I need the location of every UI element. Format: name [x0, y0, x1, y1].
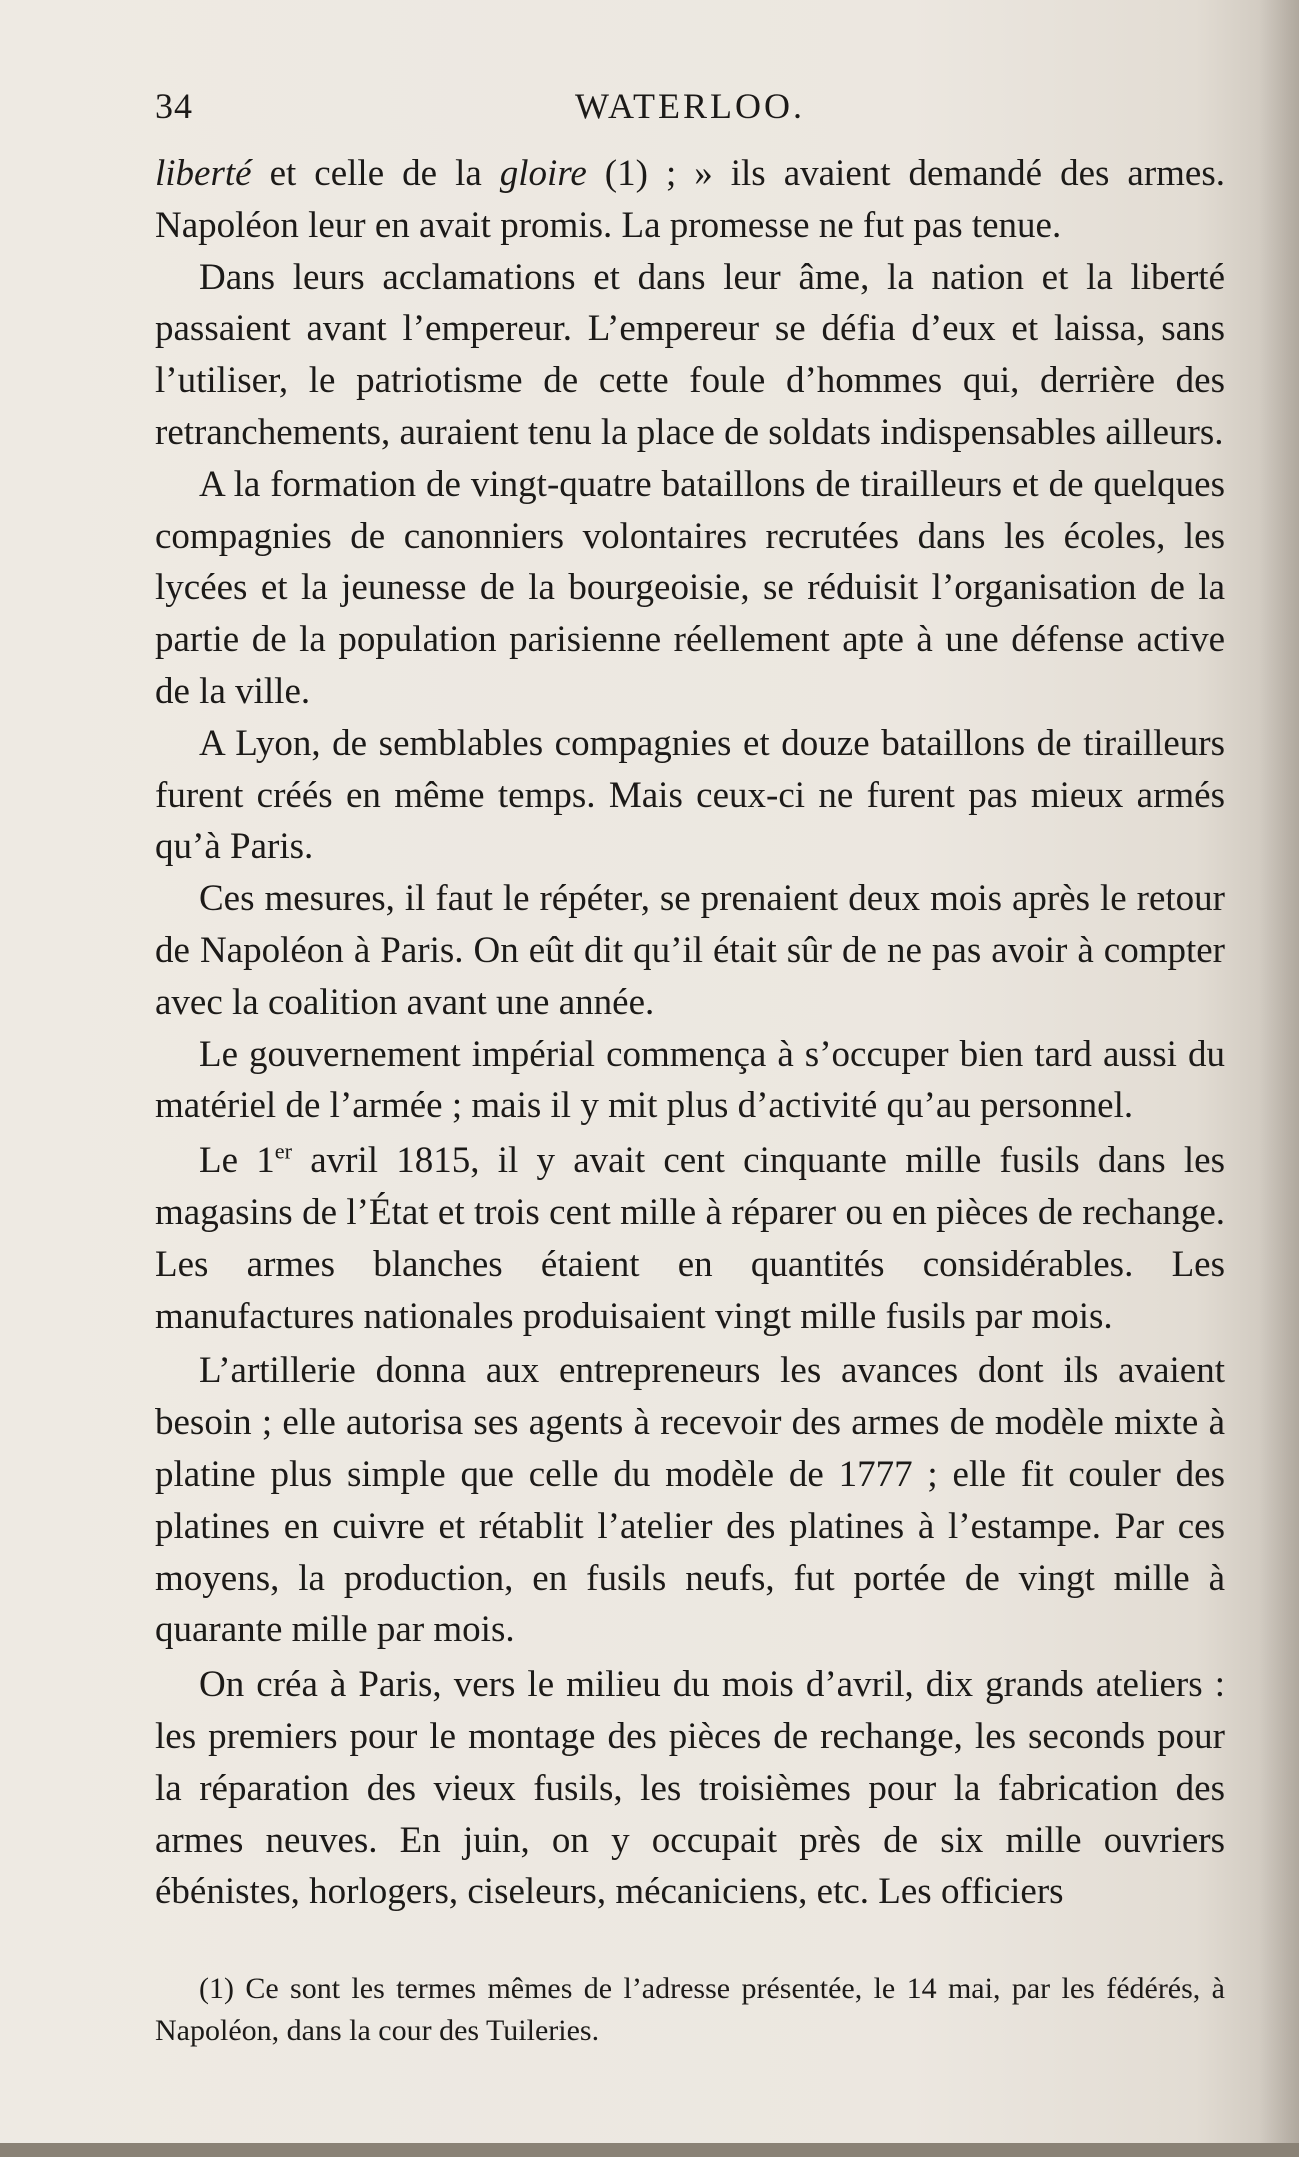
italic-gloire: gloire: [499, 153, 587, 194]
superscript-er: er: [274, 1138, 292, 1164]
page-header: [155, 85, 1225, 141]
italic-liberte: liberté: [155, 153, 252, 194]
footnote-text: (1) Ce sont les termes mêmes de l’adresse présentée, le 14 mai, par les fédérés, à Napoléon, dans la cour des Tuileries.: [155, 1972, 1225, 2047]
paragraph-2: Dans leurs acclamations et dans leur âme, la nation et la liberté passaient avant l’empereur. L’empereur se défia d’eux et laissa, sans l’utiliser, le patriotisme de cette foule d’hommes qui, derrière des retranchements, auraient tenu la place de soldats indispensables ailleurs.: [155, 256, 1225, 453]
paragraph-4: A Lyon, de semblables compagnies et douze bataillons de tirailleurs furent créés en même temps. Mais ceux-ci ne furent pas mieux armés qu’à Paris.: [155, 722, 1225, 868]
footnote: [155, 1968, 1225, 2052]
running-title: WATERLOO.: [575, 86, 805, 126]
paragraph-1: liberté et celle de la gloire (1) ; » ils avaient demandé des armes. Napoléon leur en avait promis. La promesse ne fut pas tenue.: [155, 153, 1226, 246]
paragraph-8: L’artillerie donna aux entrepreneurs les avances dont ils avaient besoin ; elle autorisa ses agents à recevoir des armes de modèle mixte à platine plus simple que celle du modèle de 1777 ; elle fit couler des platines en cuivre et rétablit l’atelier des platines à l’estampe. Par ces moyens, la production, en fusils neufs, fut portée de vingt mille à quarante mille par mois.: [155, 1350, 1225, 1651]
paragraph-9: On créa à Paris, vers le milieu du mois d’avril, dix grands ateliers : les premiers pour le montage des pièces de rechange, les seconds pour la réparation des vieux fusils, les troisièmes pour la fabrication des armes neuves. En juin, on y occupait près de six mille ouvriers ébénistes, horlogers, ciseleurs, mécaniciens, etc. Les officiers: [155, 1664, 1225, 1913]
page-edge-shadow: [1259, 0, 1299, 2157]
body-text: [155, 148, 1225, 1918]
page-number: 34: [155, 86, 193, 126]
page-bottom-edge: [0, 2143, 1299, 2157]
paragraph-3: A la formation de vingt-quatre bataillons de tirailleurs et de quelques compagnies de canonniers volontaires recrutées dans les écoles, les lycées et la jeunesse de la bourgeoisie, se réduisit l’organisation de la partie de la population parisienne réellement apte à une défense active de la ville.: [155, 463, 1225, 712]
paragraph-7: Le 1er avril 1815, il y avait cent cinquante mille fusils dans les magasins de l’État et trois cent mille à réparer ou en pièces de rechange. Les armes blanches étaient en quantités considérables. Les manufactures nationales produisaient vingt mille fusils par mois.: [155, 1138, 1225, 1337]
paragraph-5: Ces mesures, il faut le répéter, se prenaient deux mois après le retour de Napoléon à Paris. On eût dit qu’il était sûr de ne pas avoir à compter avec la coalition avant une année.: [155, 878, 1225, 1023]
paragraph-6: Le gouvernement impérial commença à s’occuper bien tard aussi du matériel de l’armée ; mais il y mit plus d’activité qu’au personnel.: [155, 1033, 1225, 1127]
